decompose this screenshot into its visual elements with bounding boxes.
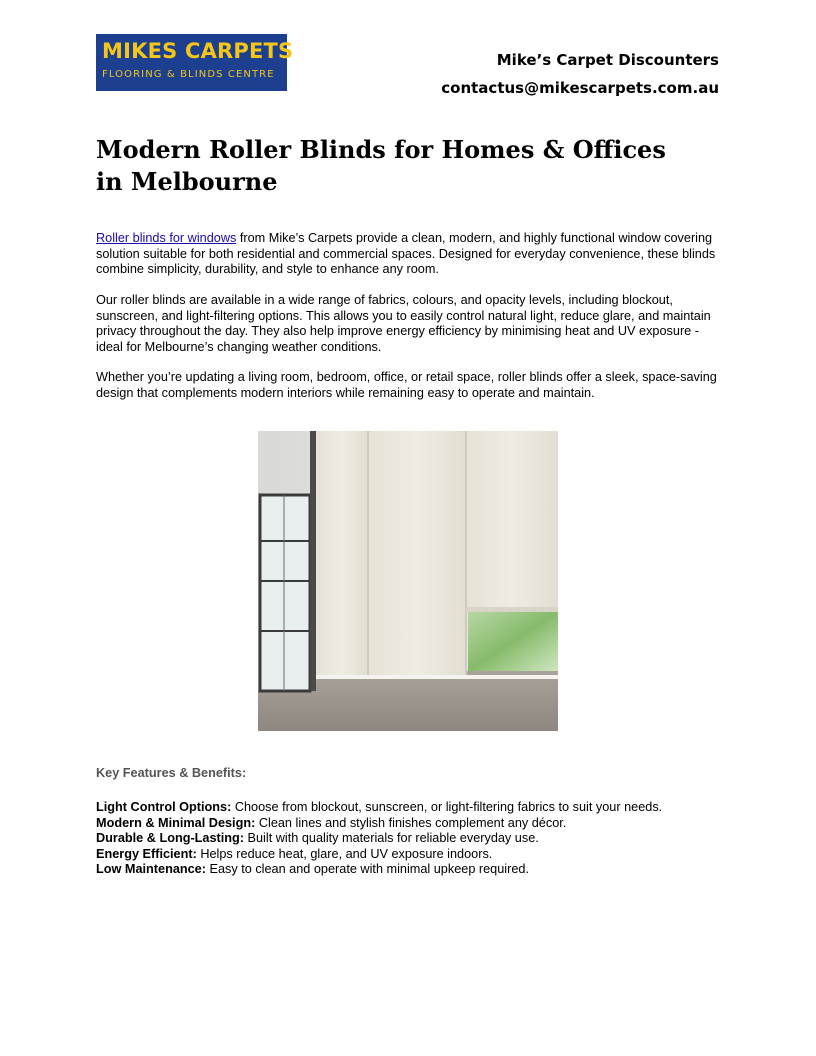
usage-paragraph: Whether you’re updating a living room, bedroom, office, or retail space, roller blinds offer a sleek, space-saving design that complements modern interiors while remaining easy to operate and maintain. — [96, 370, 717, 400]
feature-text: Choose from blockout, sunscreen, or light-filtering fabrics to suit your needs. — [231, 800, 663, 814]
features-heading: Key Features & Benefits: — [96, 766, 247, 780]
logo-main-text: MIKES CARPETS — [102, 39, 294, 63]
feature-label: Light Control Options: — [96, 800, 232, 814]
company-name: Mike’s Carpet Discounters — [496, 51, 719, 69]
logo-sub-text: FLOORING & BLINDS CENTRE — [102, 69, 275, 80]
feature-label: Modern & Minimal Design: — [96, 815, 256, 830]
features-paragraph: Our roller blinds are available in a wide range of fabrics, colours, and opacity levels, including blockout, sunscreen, and light-filtering options. This allows you to easily control natural light, reduce glare, and maintain privacy throughout the day. They also help improve energy efficiency by minimising heat and UV exposure - ideal for Melbourne’s changing weather conditions. — [96, 293, 711, 354]
roller-blinds-link[interactable]: Roller blinds for windows — [96, 231, 237, 245]
feature-text: Helps reduce heat, glare, and UV exposure indoors. — [196, 846, 493, 861]
page-title: Modern Roller Blinds for Homes & Offices in Melbourne — [96, 135, 666, 196]
feature-label: Durable & Long-Lasting: — [96, 831, 245, 845]
intro-paragraph — [96, 231, 726, 278]
features-list — [96, 800, 746, 878]
intro-text: from Mike’s Carpets provide a clean, modern, and highly functional window covering solution suitable for both residential and commercial spaces. Designed for everyday convenience, these blinds combine simplicity, durability, and style to enhance any room. — [96, 231, 716, 276]
feature-text: Built with quality materials for reliable everyday use. — [244, 831, 539, 845]
feature-text: Clean lines and stylish finishes complement any décor. — [255, 815, 567, 830]
feature-item — [96, 862, 746, 878]
header-contact — [441, 46, 719, 102]
roller-blinds-photo — [258, 431, 558, 731]
feature-label: Low Maintenance: — [96, 862, 206, 876]
feature-item — [96, 816, 746, 832]
company-logo — [96, 34, 294, 91]
feature-label: Energy Efficient: — [96, 846, 197, 861]
feature-item — [96, 800, 746, 816]
feature-item — [96, 847, 746, 863]
contact-email[interactable]: contactus@mikescarpets.com.au — [441, 79, 719, 97]
feature-text: Easy to clean and operate with minimal upkeep required. — [205, 862, 529, 876]
feature-item — [96, 831, 746, 847]
